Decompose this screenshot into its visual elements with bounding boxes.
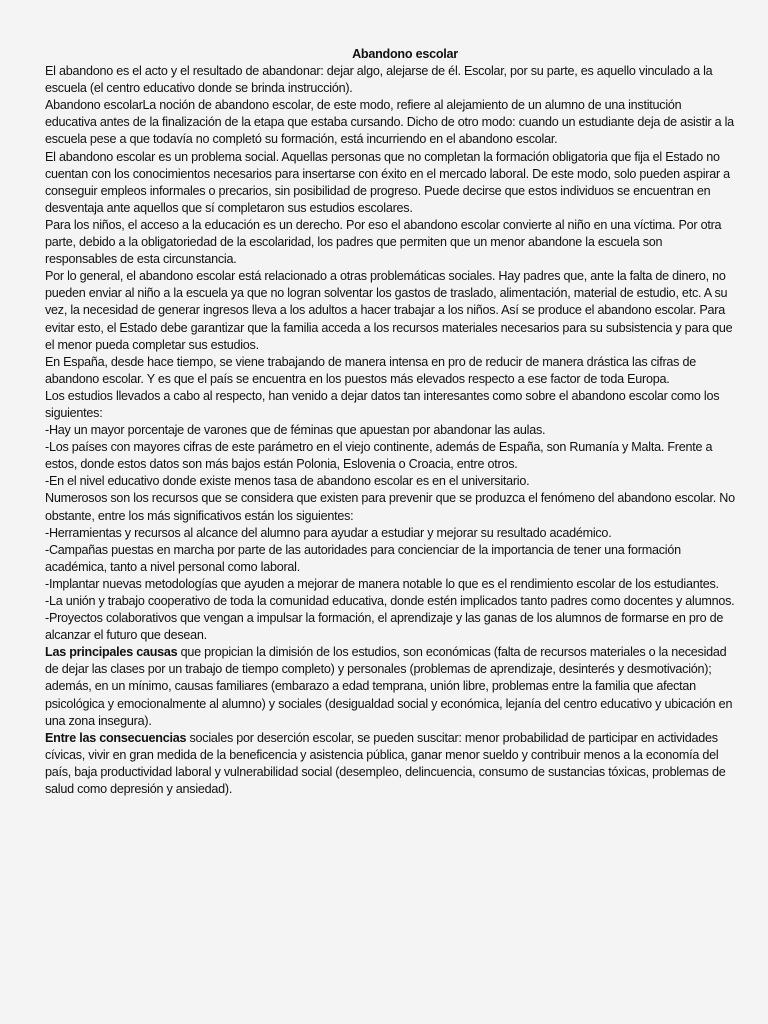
paragraph: [45, 610, 735, 644]
paragraph-list: [45, 63, 735, 798]
paragraph-text: -Campañas puestas en marcha por parte de las autoridades para concienciar de la importancia de tener una formación académica, tanto a nivel personal como laboral.: [45, 542, 681, 574]
paragraph-text: -En el nivel educativo donde existe menos tasa de abandono escolar es en el universitario.: [45, 474, 530, 489]
paragraph-text: -Hay un mayor porcentaje de varones que de féminas que apuestan por abandonar las aulas.: [45, 423, 546, 438]
document-title: Abandono escolar: [352, 47, 458, 61]
paragraph: [45, 473, 735, 490]
paragraph: [45, 730, 735, 798]
paragraph-text: -Herramientas y recursos al alcance del alumno para ayudar a estudiar y mejorar su resultado académico.: [45, 525, 612, 540]
paragraph-text: Numerosos son los recursos que se considera que existen para prevenir que se produzca el fenómeno del abandono escolar. No obstante, entre los más significativos están los siguientes:: [45, 491, 735, 523]
paragraph: [45, 490, 735, 524]
paragraph: [45, 97, 735, 148]
paragraph-lead: Entre las consecuencias: [45, 730, 187, 745]
paragraph-text: Para los niños, el acceso a la educación es un derecho. Por eso el abandono escolar convierte al niño en una víctima. Por otra parte, debido a la obligatoriedad de la escolaridad, los padres que permiten que un menor abandone la escuela son responsables de esta circunstancia.: [45, 217, 722, 267]
document-body: [45, 46, 735, 798]
paragraph-text: -Implantar nuevas metodologías que ayuden a mejorar de manera notable lo que es el rendimiento escolar de los estudiantes.: [45, 576, 719, 591]
paragraph-text: sociales por deserción escolar, se pueden suscitar: menor probabilidad de participar en actividades cívicas, vivir en gran medida de la beneficencia y asistencia pública, ganar menor sueldo y contribuir menos a la economía del país, baja productividad laboral y vulnerabilidad social (desempleo, delincuencia, consumo de sustancias tóxicas, problemas de salud como depresión y ansiedad).: [45, 730, 726, 797]
paragraph: [45, 149, 735, 217]
paragraph-text: -La unión y trabajo cooperativo de toda la comunidad educativa, donde estén implicados tanto padres como docentes y alumnos.: [45, 594, 735, 608]
paragraph: [45, 268, 735, 353]
paragraph: [45, 542, 735, 576]
paragraph: [45, 576, 735, 593]
paragraph-text: -Proyectos colaborativos que vengan a impulsar la formación, el aprendizaje y las ganas de los alumnos de formarse en pro de alcanzar el futuro que desean.: [45, 611, 724, 643]
paragraph-text: En España, desde hace tiempo, se viene trabajando de manera intensa en pro de reducir de manera drástica las cifras de abandono escolar. Y es que el país se encuentra en los puestos más elevados respecto a ese factor de toda Europa.: [45, 354, 696, 386]
paragraph: [45, 593, 735, 610]
paragraph: [45, 644, 735, 729]
paragraph: [45, 422, 735, 439]
paragraph-text: -Los países con mayores cifras de este parámetro en el viejo continente, además de España, son Rumanía y Malta. Frente a estos, donde estos datos son más bajos están Polonia, Eslovenia o Croacia, entre otros.: [45, 440, 713, 472]
paragraph-text: Los estudios llevados a cabo al respecto, han venido a dejar datos tan interesantes como sobre el abandono escolar como los siguientes:: [45, 388, 720, 420]
paragraph-text: Abandono escolarLa noción de abandono escolar, de este modo, refiere al alejamiento de un alumno de una institución educativa antes de la finalización de la etapa que estaba cursando. Dicho de otro modo: cuando un estudiante deja de asistir a la escuela pese a que todavía no completó su formación, está incurriendo en el abandono escolar.: [45, 98, 734, 147]
paragraph: [45, 63, 735, 97]
paragraph: [45, 217, 735, 268]
paragraph: [45, 439, 735, 473]
paragraph: [45, 388, 735, 422]
paragraph: [45, 354, 735, 388]
paragraph-text: que propician la dimisión de los estudios, son económicas (falta de recursos materiales o la necesidad de dejar las clases por un trabajo de tiempo completo) y personales (problemas de aprendizaje, desinterés y desmotivación); además, en un mínimo, causas familiares (embarazo a edad temprana, unión libre, problemas entre la familia que afectan psicológica y emocionalmente al alumno) y sociales (desigualdad social y económica, lejanía del centro educativo y ubicación en una zona insegura).: [45, 645, 733, 728]
paragraph-text: El abandono es el acto y el resultado de abandonar: dejar algo, alejarse de él. Escolar, por su parte, es aquello vinculado a la escuela (el centro educativo donde se brinda instrucción).: [45, 64, 713, 96]
paragraph: [45, 525, 735, 542]
paragraph-lead: Las principales causas: [45, 645, 178, 660]
paragraph-text: El abandono escolar es un problema social. Aquellas personas que no completan la formación obligatoria que fija el Estado no cuentan con los conocimientos necesarios para insertarse con éxito en el mercado laboral. De este modo, solo pueden aspirar a conseguir empleos informales o precarios, sin posibilidad de progreso. Puede decirse que estos individuos se encuentran en desventaja ante aquellos que sí completaron sus estudios escolares.: [45, 149, 730, 215]
paragraph-text: Por lo general, el abandono escolar está relacionado a otras problemáticas sociales. Hay padres que, ante la falta de dinero, no pueden enviar al niño a la escuela ya que no logran solventar los gastos de traslado, alimentación, material de estudio, etc. A su vez, la necesidad de generar ingresos lleva a los adultos a hacer trabajar a los niños. Así se produce el abandono escolar. Para evitar esto, el Estado debe garantizar que la familia acceda a los recursos materiales necesarios para su subsistencia y para que el menor pueda completar sus estudios.: [45, 269, 733, 352]
